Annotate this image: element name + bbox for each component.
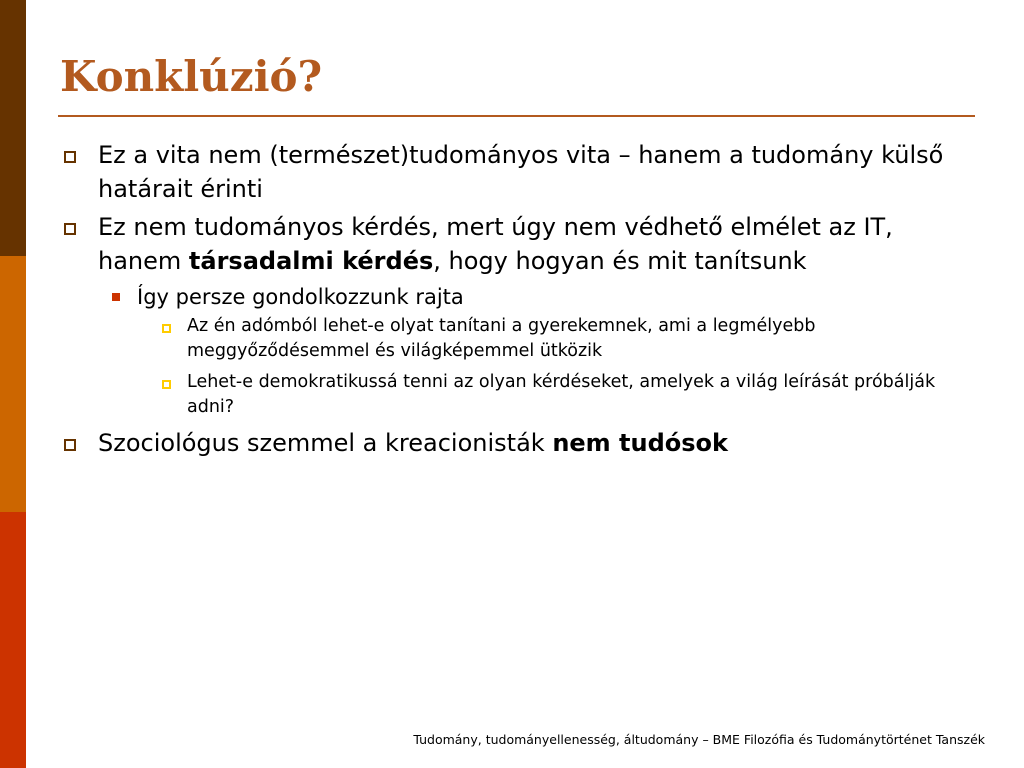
- hollow-square-bullet-icon: [162, 380, 171, 389]
- sidebar-stripe-bottom: [0, 512, 26, 768]
- bullet-item: [60, 426, 980, 460]
- hollow-square-bullet-icon: [64, 151, 76, 163]
- hollow-square-bullet-icon: [64, 223, 76, 235]
- slide-title: Konklúzió?: [60, 52, 323, 101]
- title-divider: [58, 115, 975, 117]
- bullet-text: Ez a vita nem (természet)tudományos vita – hanem a tudomány külső határait érinti: [98, 141, 944, 203]
- sub-sub-bullet-text: Az én adómból lehet-e olyat tanítani a gyerekemnek, ami a legmélyebb meggyőződésemmel és világképemmel ütközik: [187, 316, 816, 361]
- bullet-list: [60, 138, 980, 464]
- sidebar-stripe-top: [0, 0, 26, 256]
- bullet-text-part: Ez nem tudományos kérdés, mert úgy nem védhető elmélet az IT, hanem: [98, 213, 893, 275]
- bullet-text-part: Szociológus szemmel a kreacionisták: [98, 429, 553, 457]
- bullet-text-bold: társadalmi kérdés: [188, 247, 434, 275]
- sidebar-stripe-middle: [0, 256, 26, 512]
- hollow-square-bullet-icon: [64, 439, 76, 451]
- bullet-item: [60, 138, 980, 206]
- sub-sub-bullet-text: Lehet-e demokratikussá tenni az olyan kérdéseket, amelyek a világ leírását próbálják adni?: [187, 372, 936, 417]
- sub-bullet-text: Így persze gondolkozzunk rajta: [137, 285, 464, 309]
- bullet-text-bold: nem tudósok: [552, 429, 728, 457]
- filled-square-bullet-icon: [112, 293, 120, 301]
- sub-bullet-item: [60, 282, 980, 312]
- bullet-item: [60, 210, 980, 278]
- hollow-square-bullet-icon: [162, 324, 171, 333]
- bullet-text: [98, 213, 893, 275]
- bullet-text-part: , hogy hogyan és mit tanítsunk: [433, 247, 807, 275]
- sub-sub-bullet-item: [60, 314, 980, 364]
- sub-sub-bullet-item: [60, 370, 980, 420]
- bullet-text: [98, 429, 728, 457]
- slide-footer: Tudomány, tudományellenesség, áltudomány – BME Filozófia és Tudománytörténet Tanszék: [413, 732, 985, 747]
